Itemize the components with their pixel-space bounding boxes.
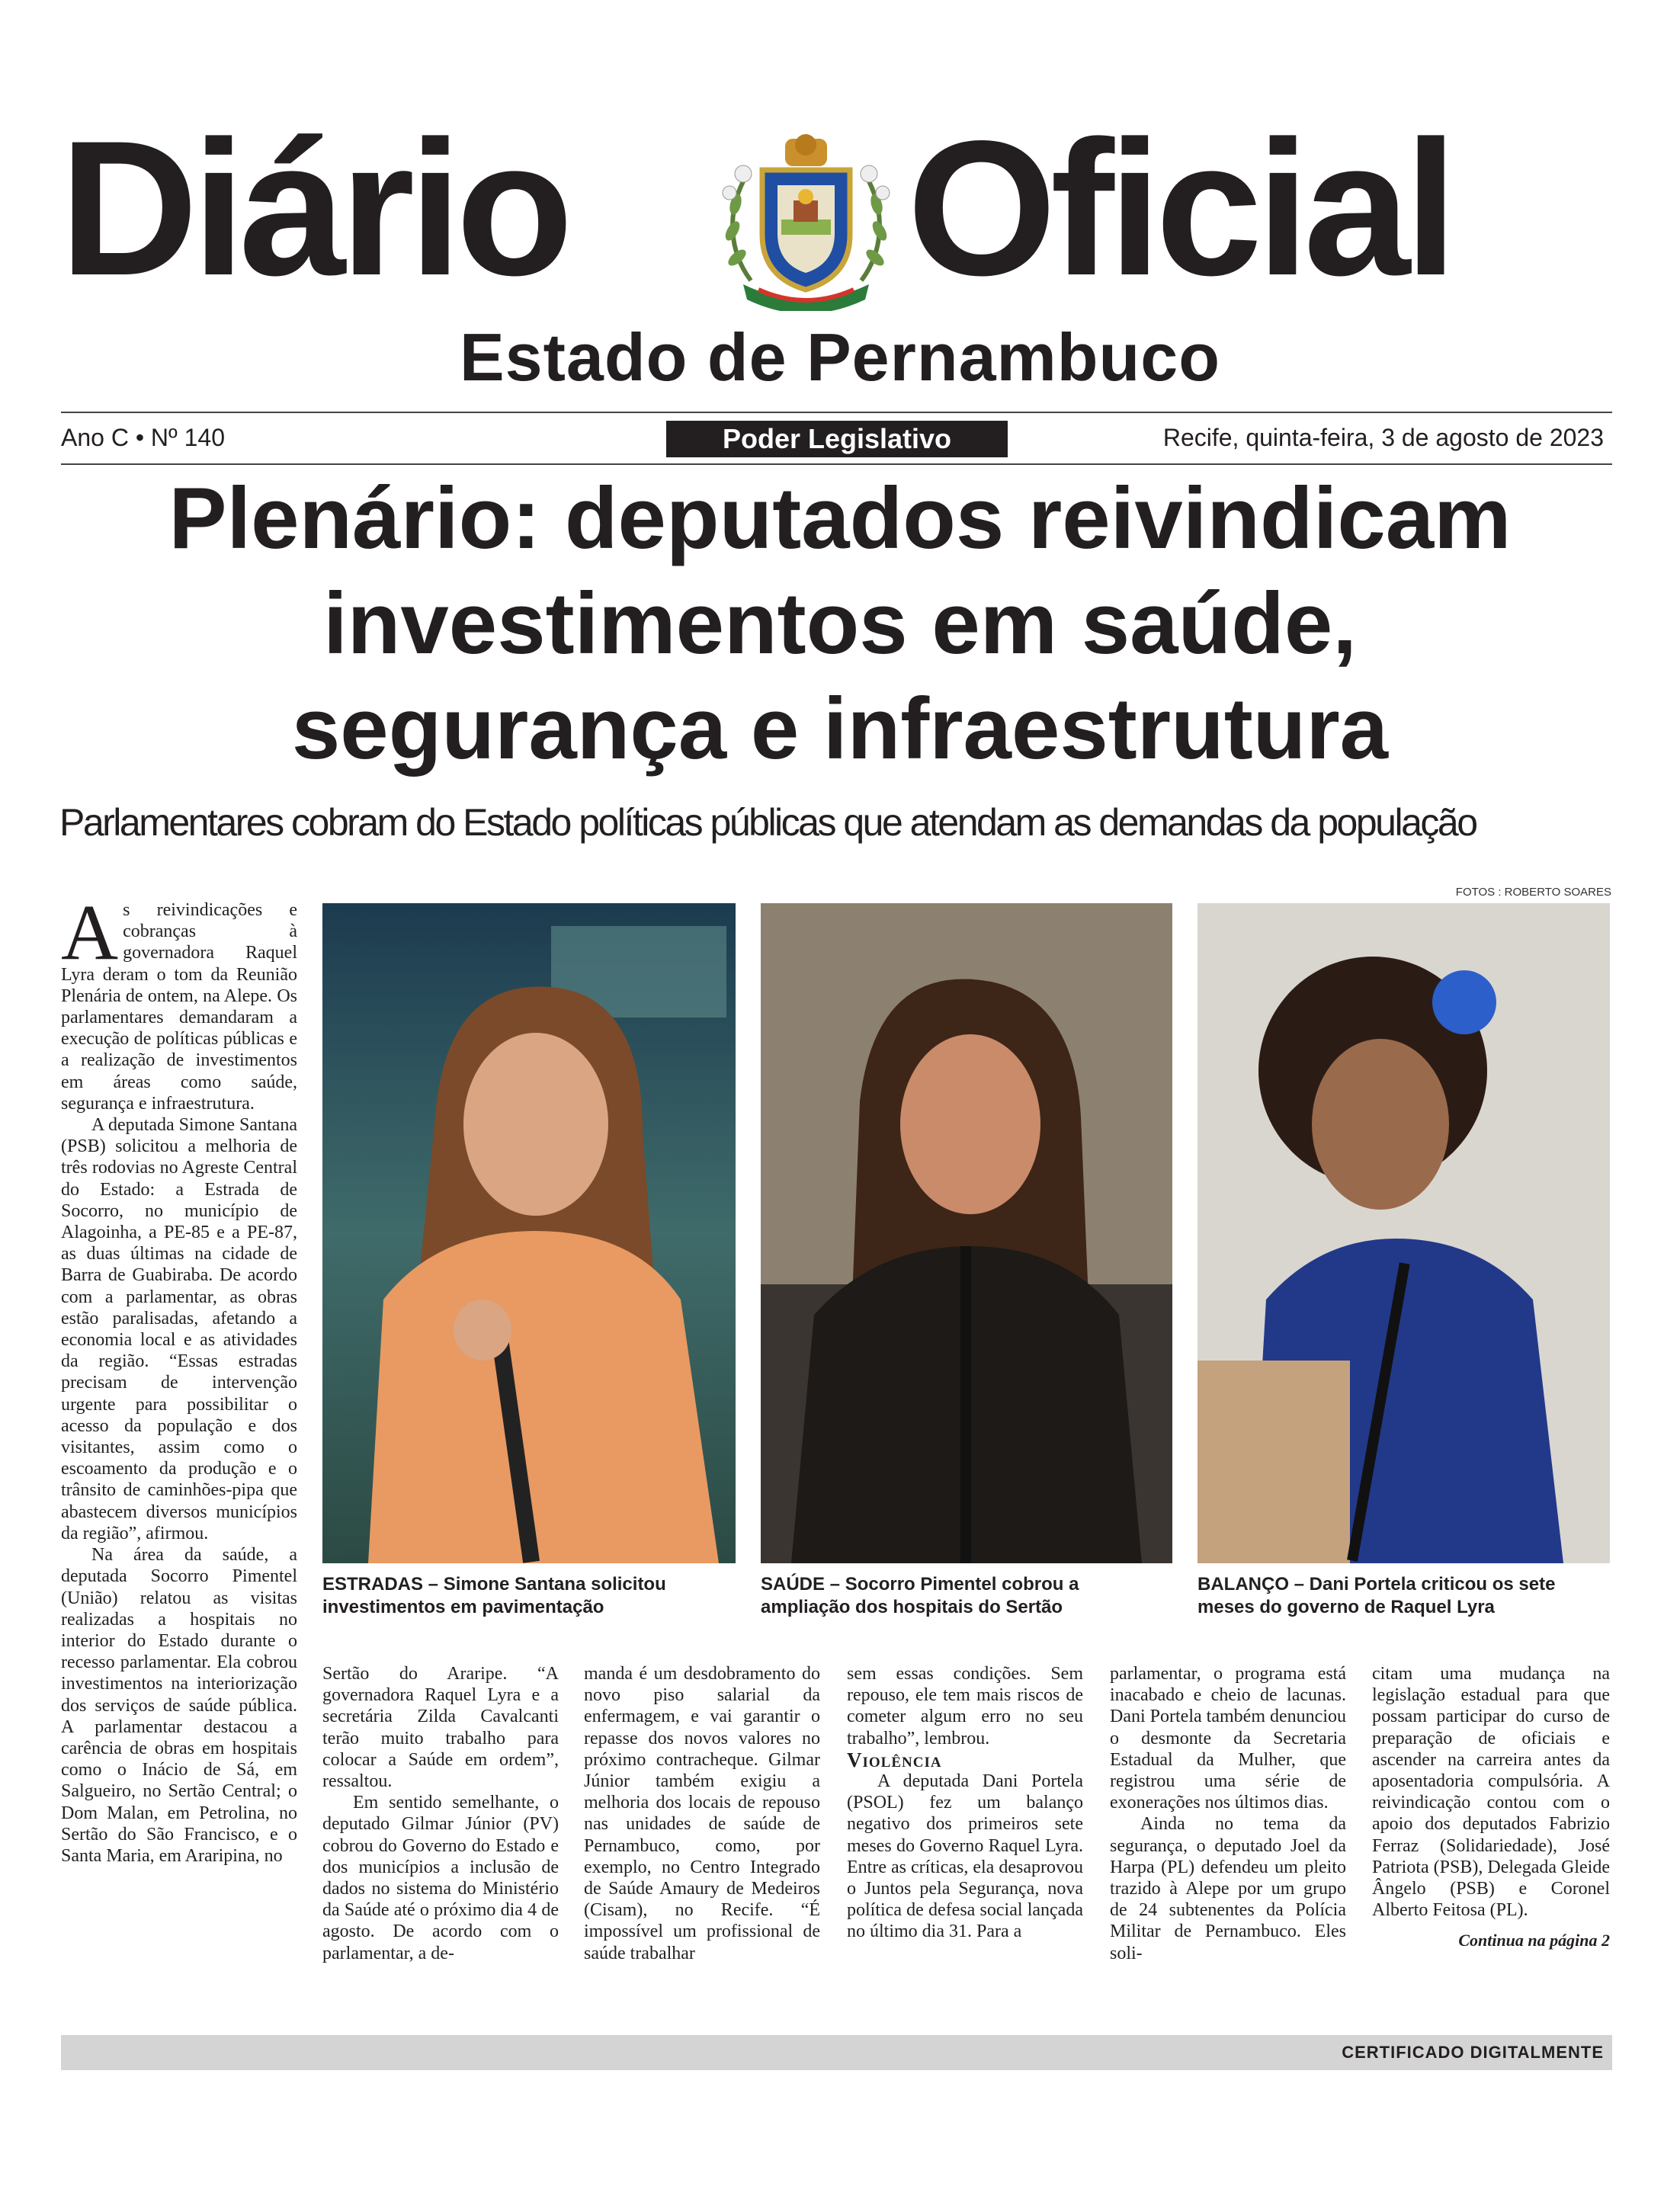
masthead-title-diario: Diário — [59, 101, 568, 316]
article-paragraph-9: parlamentar, o programa está inacabado e cheio de lacunas. Dani Portela também denunciou o desmonte da Secretaria Estadual da Mulher, que registrou uma série de exonerações nos últimos dias. — [1110, 1664, 1346, 1813]
article-paragraph-5: Em sentido semelhante, o deputado Gilmar Júnior (PV) cobrou do Governo do Estado e dos municípios a inclusão de dados no sistema do Ministério da Saúde até o próximo dia 4 de agosto. De acordo com o parlamentar, a de- — [322, 1793, 559, 1963]
caption-saude: SAÚDE – Socorro Pimentel cobrou a ampliação dos hospitais do Sertão — [761, 1574, 1079, 1617]
photo-dani-portela — [1197, 903, 1610, 1563]
dropcap-letter: A — [61, 889, 119, 976]
photo-credit: FOTOS : ROBERTO SOARES — [1455, 886, 1611, 899]
article-paragraph-4: Sertão do Araripe. “A governadora Raquel Lyra e a secretária Zilda Cavalcanti terão muito trabalho para colocar a Saúde em ordem”, ressaltou. — [322, 1664, 559, 1792]
article-paragraph-11: citam uma mudança na legislação estadual para que possam participar do curso de preparação de oficiais e ascender na carreira antes da aposentadoria compulsória. A reivindicação contou com o apoio dos deputados Fabrizio Ferraz (Solidariedade), José Patriota (PSB), Delegada Gleide Ângelo (PSB) e Coronel Alberto Feitosa (PL). — [1372, 1664, 1610, 1921]
masthead-bottom-rule — [61, 463, 1612, 465]
article-paragraph-7: sem essas condições. Sem repouso, ele tem mais riscos de cometer algum erro no seu trabalho”, lembrou. — [847, 1664, 1083, 1748]
article-column-6 — [1372, 1663, 1610, 1952]
article-column-1 — [61, 889, 297, 1867]
article-paragraph-8: A deputada Dani Portela (PSOL) fez um balanço negativo dos primeiros sete meses do Governo Raquel Lyra. Entre as críticas, ela desaprovou o Juntos pela Segurança, nova política de defesa social lançada no último dia 31. Para a — [847, 1771, 1083, 1942]
article-paragraph-3: Na área da saúde, a deputada Socorro Pimentel (União) relatou as visitas realizadas a hospitais no interior do Estado durante o recesso parlamentar. Ela cobrou investimentos na interiorização dos serviços de saúde pública. A parlamentar destacou a carência de obras em hospitais como o Inácio de Sá, em Salgueiro, no Sertão Central; o Dom Malan, em Petrolina, no Sertão do São Francisco, e o Santa Maria, em Araripina, no — [61, 1545, 297, 1866]
certified-label: CERTIFICADO DIGITALMENTE — [1342, 2043, 1604, 2062]
caption-estradas: ESTRADAS – Simone Santana solicitou investimentos em pavimentação — [322, 1574, 666, 1617]
headline-line-1: Plenário: deputados reivindicam — [168, 470, 1512, 567]
article-paragraph-1: s reivindicações e cobranças à governadora Raquel Lyra deram o tom da Reunião Plenária de ontem, na Alepe. Os parlamentares demandaram a execução de políticas públicas e a realização de investimentos em áreas como saúde, segurança e infraestrutura. — [61, 900, 297, 1114]
photo-simone-santana — [322, 903, 736, 1563]
masthead-subtitle: Estado de Pernambuco — [459, 319, 1220, 395]
section-title-violencia: Violência — [847, 1748, 942, 1771]
headline — [46, 466, 1634, 782]
section-badge: Poder Legislativo — [666, 421, 1008, 457]
article-column-4 — [847, 1663, 1083, 1943]
masthead-title-oficial: Oficial — [907, 101, 1452, 316]
headline-line-2: investimentos em saúde, — [323, 575, 1357, 672]
dateline: Recife, quinta-feira, 3 de agosto de 2023 — [1162, 424, 1604, 451]
continued-on-page: Continua na página 2 — [1458, 1931, 1610, 1950]
deck-subheadline: Parlamentares cobram do Estado políticas públicas que atendam as demandas da população — [59, 801, 1476, 844]
article-paragraph-2: A deputada Simone Santana (PSB) solicitou a melhoria de três rodovias no Agreste Central do Estado: a Estrada de Socorro, no município de Alagoinha, a PE-85 e a PE-87, as duas últimas na cidade de Barra de Guabiraba. De acordo com a parlamentar, as obras estão paralisadas, afetando a economia local e as atividades da região. “Essas estradas precisam de intervenção urgente para possibilitar o acesso da população e dos visitantes, assim como o escoamento da produção e o trânsito de caminhões-pipa que abastecem diversos municípios da região”, afirmou. — [61, 1115, 297, 1543]
article-paragraph-10: Ainda no tema da segurança, o deputado Joel da Harpa (PL) defendeu um pleito trazido à Alepe por um grupo de 24 subtenentes da Polícia Militar de Pernambuco. Eles soli- — [1110, 1814, 1346, 1963]
caption-balanco: BALANÇO – Dani Portela criticou os sete meses do governo de Raquel Lyra — [1197, 1574, 1556, 1617]
masthead-top-rule — [61, 412, 1612, 413]
edition-number: Ano C • Nº 140 — [61, 424, 225, 451]
photo-socorro-pimentel — [761, 903, 1172, 1563]
article-paragraph-6: manda é um desdobramento do novo piso salarial da enfermagem, e vai garantir o repasse dos novos valores no próximo contracheque. Gilmar Júnior também exigiu a melhoria dos locais de repouso nas unidades de saúde de Pernambuco, como, por exemplo, no Centro Integrado de Saúde Amaury de Medeiros (Cisam), no Recife. “É impossível um profissional de saúde trabalhar — [584, 1664, 820, 1963]
article-column-2 — [322, 1663, 559, 1964]
article-column-5 — [1110, 1663, 1346, 1964]
headline-line-3: segurança e infraestrutura — [291, 681, 1389, 777]
article-column-3 — [584, 1663, 820, 1964]
pernambuco-coat-of-arms-icon — [720, 128, 892, 311]
